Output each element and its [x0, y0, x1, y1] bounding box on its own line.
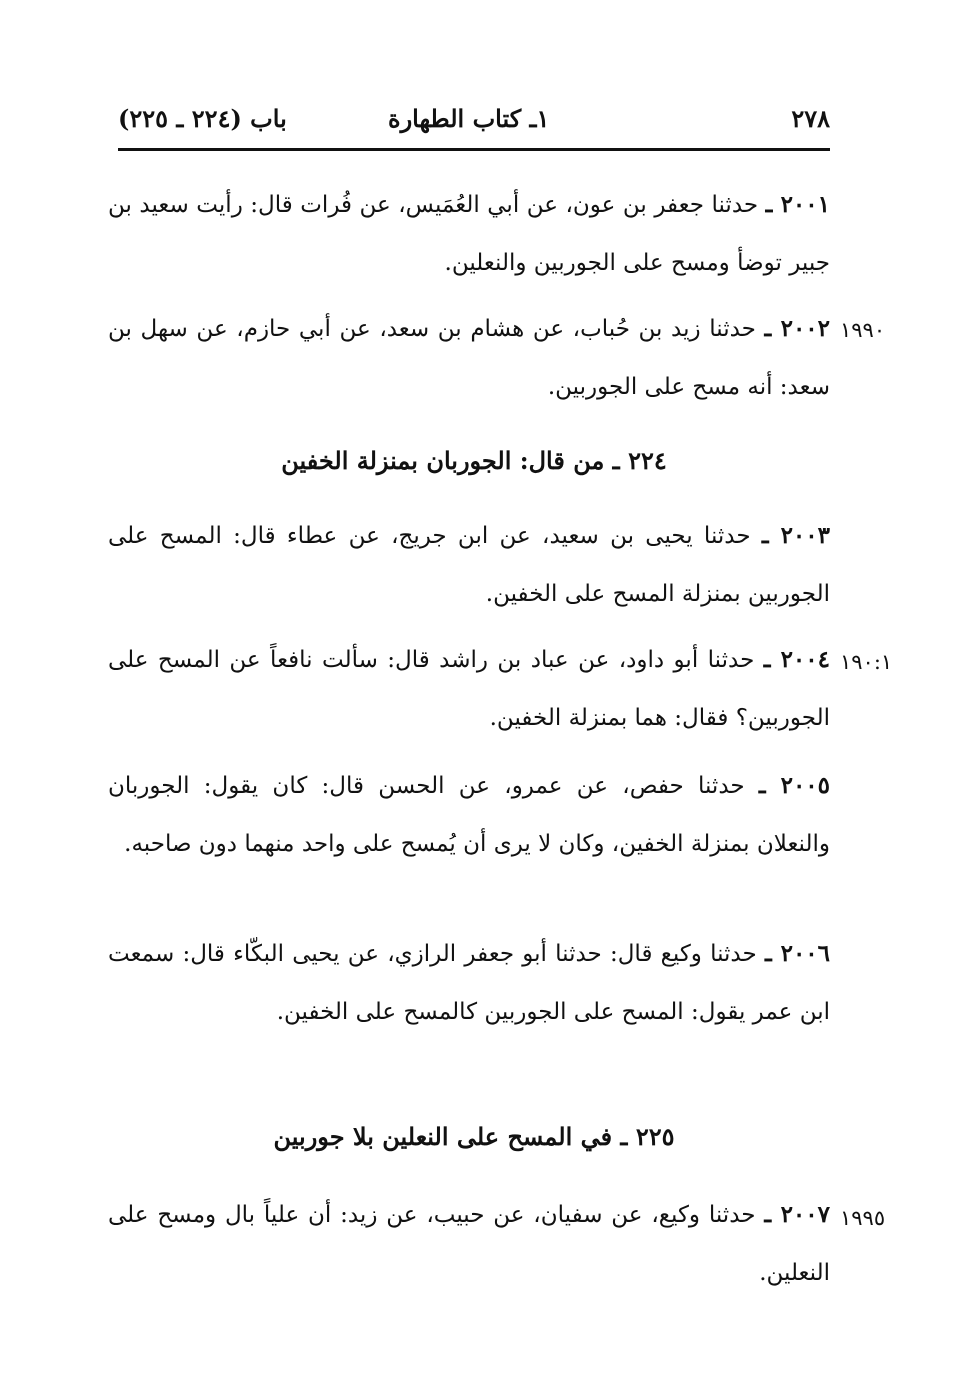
hadith-text: حدثنا يحيى بن سعيد، عن ابن جريج، عن عطاء قال: المسح على الجوربين بمنزلة المسح على الخفين.: [108, 523, 830, 607]
hadith-number: ٢٠٠٦ ـ: [764, 940, 831, 967]
hadith-text: حدثنا زيد بن حُباب، عن هشام بن سعد، عن أبي حازم، عن سهل بن سعد: أنه مسح على الجوربين.: [108, 316, 830, 400]
chapter-range: باب (٢٢٤ ـ ٢٢٥): [118, 104, 287, 133]
hadith-number: ٢٠٠١ ـ: [765, 191, 830, 218]
hadith-2003: [108, 507, 830, 623]
hadith-number: ٢٠٠٤ ـ: [763, 646, 830, 673]
page-number: ٢٧٨: [791, 104, 830, 133]
hadith-2007: [108, 1186, 830, 1302]
chapter-heading-225: ٢٢٥ ـ في المسح على النعلين بلا جوربين: [273, 1122, 675, 1151]
margin-reference: ١٩٠:١: [840, 650, 893, 674]
hadith-text: حدثنا وكيع، عن سفيان، عن حبيب، عن زيد: أن علياً بال ومسح على النعلين.: [108, 1202, 830, 1286]
hadith-2002: [108, 300, 830, 416]
page-header: [118, 98, 830, 138]
hadith-text: حدثنا أبو داود، عن عباد بن راشد قال: سألت نافعاً عن المسح على الجوربين؟ فقال: هما بمنزلة الخفين.: [108, 647, 830, 731]
hadith-text: حدثنا جعفر بن عون، عن أبي العُمَيس، عن فُرات قال: رأيت سعيد بن جبير توضأ ومسح على الجوربين والنعلين.: [108, 192, 830, 276]
hadith-2001: [108, 176, 830, 292]
chapter-heading-224: ٢٢٤ ـ من قال: الجوربان بمنزلة الخفين: [281, 446, 667, 475]
hadith-number: ٢٠٠٧ ـ: [764, 1201, 830, 1228]
hadith-number: ٢٠٠٥ ـ: [758, 772, 831, 799]
hadith-number: ٢٠٠٢ ـ: [764, 315, 831, 342]
hadith-2005: [108, 757, 830, 873]
hadith-text: حدثنا وكيع قال: حدثنا أبو جعفر الرازي، عن يحيى البكّاء قال: سمعت ابن عمر يقول: المسح على الجوربين كالمسح على الخفين.: [108, 941, 830, 1025]
hadith-text: حدثنا حفص، عن عمرو، عن الحسن قال: كان يقول: الجوربان والنعلان بمنزلة الخفين، وكان لا يرى أن يُمسح على واحد منهما دون صاحبه.: [108, 773, 830, 857]
header-rule: [118, 148, 830, 151]
hadith-number: ٢٠٠٣ ـ: [761, 522, 830, 549]
margin-reference: ١٩٩٥: [840, 1206, 886, 1230]
hadith-2006: [108, 925, 830, 1041]
hadith-2004: [108, 631, 830, 747]
margin-reference: ١٩٩٠: [840, 318, 886, 342]
book-title: ١ـ كتاب الطهارة: [388, 104, 550, 133]
